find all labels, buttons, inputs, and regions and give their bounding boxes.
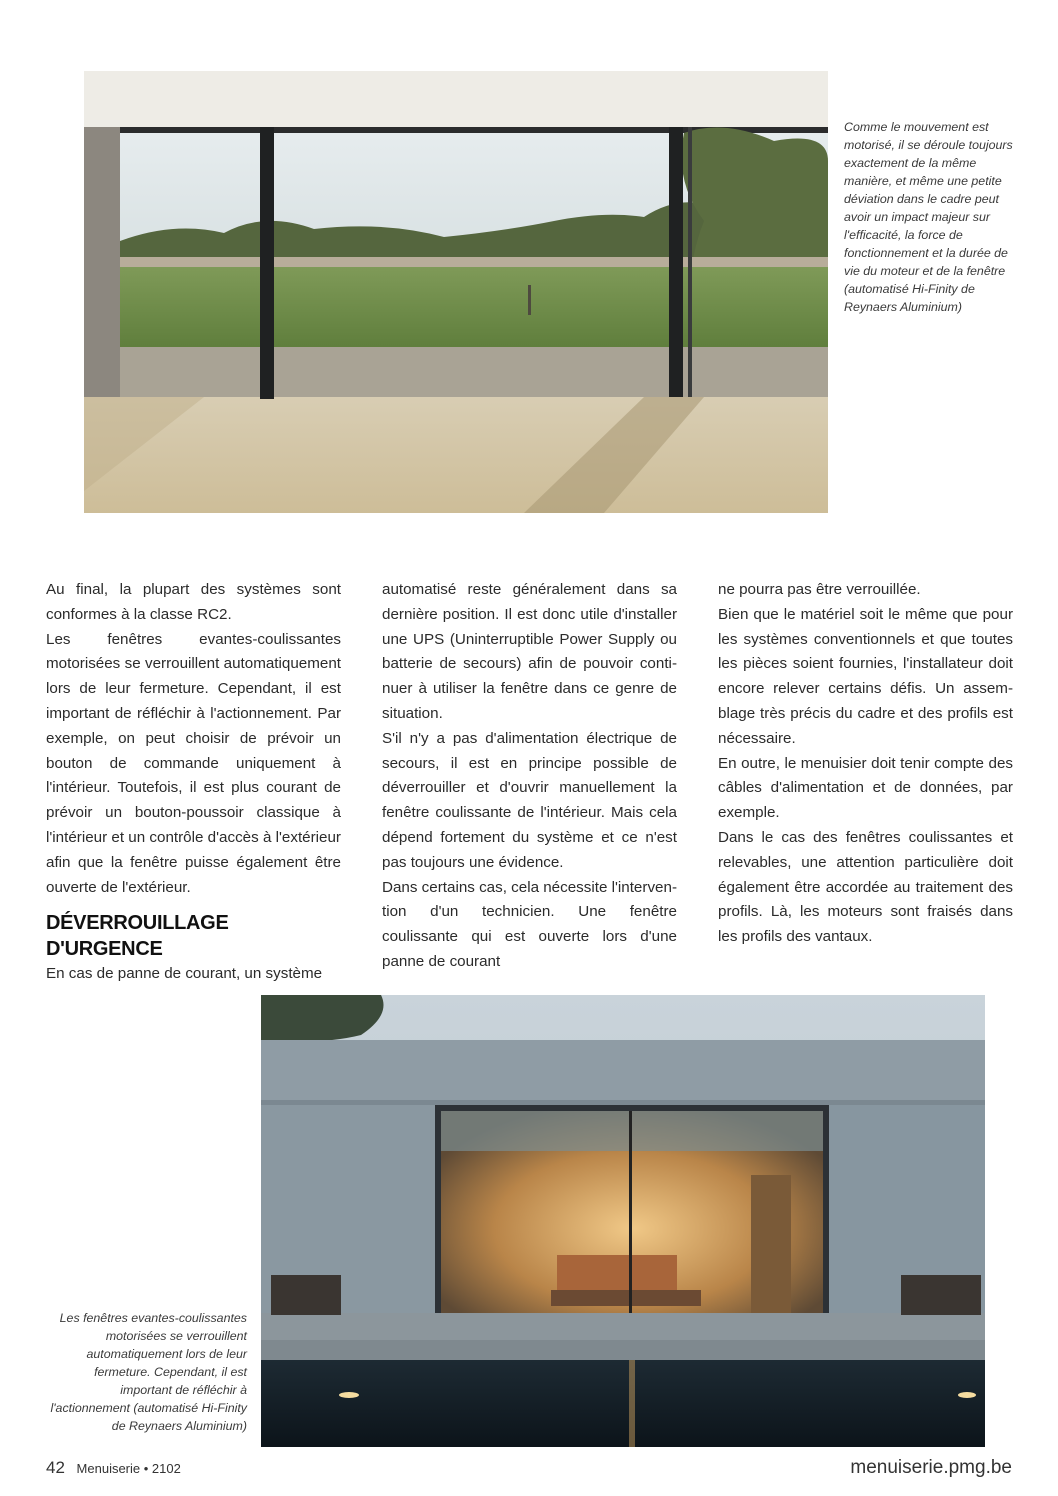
paragraph: Au final, la plupart des systèmes sont conformes à la classe RC2. xyxy=(46,581,341,623)
paragraph: ne pourra pas être verrouillée. xyxy=(718,581,921,598)
footer-left xyxy=(46,1458,181,1478)
website-link[interactable]: menuiserie.pmg.be xyxy=(850,1457,1012,1478)
article-column-2 xyxy=(382,578,677,975)
photo-concrete-house-dusk xyxy=(261,995,985,1447)
page-number: 42 xyxy=(46,1458,65,1477)
photo-sliding-door-field xyxy=(84,71,828,513)
section-heading: DÉVERROUILLAGE D'URGENCE xyxy=(46,912,229,961)
paragraph: Dans le cas des fenêtres coulissantes et relevables, une attention particulière doit également être accordée au traitement des profils. Là, les moteurs sont fraisés dans les profils des vantaux. xyxy=(718,828,1013,946)
paragraph: En outre, le menuisier doit tenir compte des câbles d'alimentation et de données, par exemple. xyxy=(718,754,1013,822)
photo-sliding-door-field-image xyxy=(84,71,828,513)
paragraph: Dans certains cas, cela nécessite l'intervention d'un technicien. Une fenêtre coulissante qui est ouverte lors d'une panne de courant xyxy=(382,878,677,970)
paragraph: Les fenêtres evantes-coulissantes motorisées se verrouillent automatiquement lors de leur fermeture. Cependant, il est important de réfléchir à l'actionnement. Par exemple, on peut choisir de prévoir un bouton de commande uniquement à l'intérieur. Toutefois, il est plus courant de prévoir un bouton-poussoir classique à l'intérieur et un contrôle d'accès à l'extérieur afin que la fenêtre puisse également être ouverte de l'extérieur. xyxy=(46,630,341,896)
paragraph: S'il n'y a pas d'alimentation électrique de secours, il est en principe possible de déverrouiller et d'ouvrir manuellement la fenêtre coulissante de l'intérieur. Mais cela dépend fortement du système et ce n'est pas toujours une évidence. xyxy=(382,729,677,871)
photo-concrete-house-dusk-image xyxy=(261,995,985,1447)
paragraph: Bien que le matériel soit le même que pour les systèmes conventionnels et que toutes les pièces soient fournies, l'installateur doit encore relever certains défis. Un assemblage très précis du cadre et des profils est nécessaire. xyxy=(718,605,1013,747)
magazine-issue: Menuiserie • 2102 xyxy=(76,1461,181,1476)
article-column-3 xyxy=(718,578,1013,950)
caption-top-photo: Comme le mouvement est motorisé, il se déroule toujours exactement de la même manière, et même une petite déviation dans le cadre peut avoir un impact majeur sur l'efficacité, la force de fonctionnement et la durée de vie du moteur et de la fenêtre (automatisé Hi-Finity de Reynaers Aluminium) xyxy=(844,120,1013,314)
paragraph: automatisé reste généralement dans sa dernière position. Il est donc utile d'installer une UPS (Uninterruptible Power Supply ou batterie de secours) afin de pouvoir continuer à utiliser la fenêtre dans ce genre de situation. xyxy=(382,581,677,722)
article-column-1 xyxy=(46,578,341,987)
paragraph: En cas de panne de courant, un système xyxy=(46,965,323,983)
caption-bottom-photo: Les fenêtres evantes-coulissantes motorisées se verrouillent automatiquement lors de leur fermeture. Cependant, il est important de réfléchir à l'actionnement (automatisé Hi-Finity de Reynaers Aluminium) xyxy=(50,1311,247,1433)
